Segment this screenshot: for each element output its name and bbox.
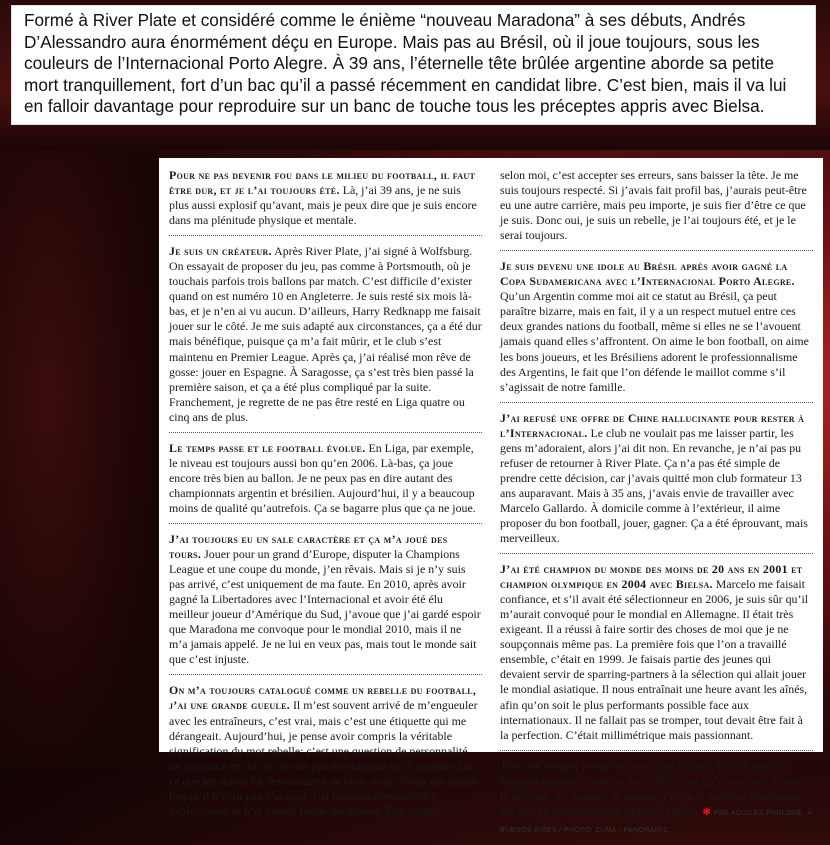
asterisk-icon: ✱ <box>702 806 711 818</box>
article-body <box>159 158 823 834</box>
paragraph-body: Le club ne voulait pas me laisser partir, les gens m’adoraient, alors j’ai dit non. En revanche, je n’ai pas pu refuser de retourner à River Plate. Ça n’a pas été simple de prendre cette décision, car j’avais quitté mon club formateur 13 ans auparavant. Mais à 35 ans, j’avais envie de travailler avec Marcelo Gallardo. À domicile comme à l’extérieur, il aime proposer du bon football, jouer, gagner. Ça a été éprouvant, mais merveilleux. <box>500 425 808 546</box>
paragraph-block <box>500 759 813 845</box>
paragraph-body: En Liga, par exemple, le niveau est toujours aussi bon qu’en 2006. Là-bas, ça joue encore très bien au ballon. Je ne peux pas en dire autant des championnats argentin et brésilien. Aujourd’hui, il y a beaucoup moins de qualité qu’autrefois. Ça se bagarre plus que ça ne joue. <box>169 440 476 515</box>
paragraph-body: Qu’un Argentin comme moi ait ce statut au Brésil, ça peut paraître bizarre, mais en fait, il y a un respect mutuel entre ces deux grandes nations du football, même si elles ne se l’avouent jamais quand elles s’affrontent. On aime le bon football, on aime les bons joueurs, et les Brésiliens adorent le professionnalisme des Argentins, le fait que l’on défende le maillot comme s’il s’agissait de notre famille. <box>500 289 809 394</box>
paragraph-body: Après River Plate, j’ai signé à Wolfsburg. On essayait de proposer du jeu, pas comme à Portsmouth, où je touchais parfois trois ballons par match. C’est difficile d’exister quand on est numéro 10 en Angleterre. Je suis resté six mois là-bas, et je n’en ai vu aucun. D’ailleurs, Harry Redknapp me faisait jouer sur le côté. Je me suis adapté aux circonstances, ça a été dur mais bénéfique, puisque ça m’a fait mûrir, et le club s’est maintenu en Premier League. Après ça, j’ai réalisé mon rêve de gosse: jouer en Espagne. À Saragosse, ça s’est très bien passé la première saison, et ça a été plus compliqué par la suite. Franchement, je regrette de ne pas être resté en Liga quatre ou cinq ans de plus. <box>169 244 482 424</box>
paragraph-block <box>169 532 482 675</box>
background-photo-lower <box>0 150 159 767</box>
paragraph-block <box>500 259 813 402</box>
paragraph-lead: J’ai été champion du monde des moins de 20 ans en 2001 et champion olympique en 2004 avec Bielsa. <box>500 562 803 592</box>
paragraph-block <box>169 441 482 524</box>
paragraph-block <box>500 562 813 751</box>
paragraph-body: Jouer pour un grand d’Europe, disputer la Champions League et une coupe du monde, j’en rêvais. Mais si je n’y suis pas arrivé, c’est uniquement de ma faute. En 2010, après avoir gagné la Libertadores avec l’Internacional et avoir été élu meilleur joueur d’Amérique du Sud, j’avoue que j’ai gardé espoir que Maradona me convoque pour le mondial 2010, mais il ne m’a jamais appelé. Je ne lui en veux pas, mais tout le monde sait que c’est injuste. <box>169 547 481 667</box>
paragraph-lead: Je suis devenu une idole au Brésil après avoir gagné la Copa Sudamericana avec l’Internacional Porto Alegre. <box>500 259 795 289</box>
paragraph-body: Marcelo me faisait confiance, et s’il avait été sélectionneur en 2006, je suis sûr qu’il m’aurait convoqué pour le mondial en Allemagne. Il était très exigeant. Il a réussi à faire sortir des choses de moi que je ne soupçonnais même pas. La première fois que l’on a travaillé ensemble, c’était en 1999. Je faisais partie des jeunes qui devaient servir de sparring-partners à la sélection qui allait jouer le mondial asiatique. Il nous entraînait une heure avant les aînés, afin qu’on soit le plus performants possible face aux internationaux. Il ne fallait pas se tromper, tout devait être fait à la perfection. C’était millimétrique mais passionnant. <box>500 577 809 742</box>
paragraph-block <box>169 244 482 433</box>
left-column <box>169 168 482 818</box>
paragraph-block <box>169 683 482 825</box>
paragraph-lead: J’ai refusé une offre de Chine hallucinante pour rester à l’Internacional. <box>500 410 805 440</box>
paragraph-body: Il m’est souvent arrivé de m’engueuler avec les entraîneurs, c’est vrai, mais c’est une étiquette qui me dérangeait. Aujourd’hui, je pense avoir compris la véritable signification du mot rebelle: c’est une question de personnalité, de croyance en soi. Je ne suis pas un imbécile qui a toujours fait ce que les autres lui demandaient de faire, et qui disait oui même lorsqu’il n’était pas d’accord. J’ai toujours demandé des explications, je n’ai jamais fermé ma gueule. Être rebelle, <box>169 698 478 818</box>
paragraph-lead: J’ai toujours eu un sale caractère et ça m’a joué des tours. <box>169 531 448 562</box>
paragraph-block <box>500 411 813 554</box>
paragraph-lead: Je suis un créateur. <box>169 244 272 259</box>
paragraph-body: Là, j’ai 39 ans, je ne suis plus aussi explosif qu’avant, mais je peux dire que je suis encore dans ma plénitude physique et mentale. <box>169 183 477 228</box>
right-column <box>500 168 813 834</box>
intro-text: Formé à River Plate et considéré comme le énième “nouveau Maradona” à ses débuts, Andrés D’Alessandro aura énormément déçu en Europe. Mais pas au Brésil, où il joue toujours, sous les couleurs de l’Internacional Porto Alegre. À 39 ans, l’éternelle tête brûlée argentine aborde sa petite mort tranquillement, fort d’un bac qu’il a passé récemment en candidat libre. C’est bien, mais il va lui en falloir davantage pour reproduire sur un banc de touche tous les préceptes appris avec Bielsa. <box>24 10 787 116</box>
paragraph-body: je suis sûr que dans le futur, je vais pouvoir apporter quelque chose au football en tant qu’entraîneur. J’aime la tactique, les joueurs, et surtout, j’ai eu le meilleur professeur qui soit en la personne de Marcelo Bielsa. <box>500 758 804 818</box>
paragraph-lead: Pour ne pas devenir fou dans le milieu du football, il faut être dur, et je l’ai toujours été. <box>169 168 476 198</box>
paragraph-lead: J’ai une vision: <box>500 758 579 773</box>
intro-box <box>11 5 816 125</box>
paragraph-block <box>169 168 482 236</box>
paragraph-block <box>500 168 813 251</box>
paragraph-lead: On m’a toujours catalogué comme un rebelle du football, j’ai une grande gueule. <box>169 683 477 713</box>
byline-credit: PAR AQUILES FURLONE, À BUENOS AIRES / PHOTO: ZUMA / PANORAMIC <box>500 809 813 834</box>
paragraph-lead: Le temps passe et le football évolue. <box>169 440 366 455</box>
paragraph-body: selon moi, c’est accepter ses erreurs, sans baisser la tête. Je me suis toujours respecté. Si j’avais fait profil bas, j’aurais peut-être eu une autre carrière, mais peu importe, je suis fier d’être ce que je suis. Donc oui, je suis un rebelle, je l’ai toujours été, et je le serai toujours. <box>500 168 807 243</box>
